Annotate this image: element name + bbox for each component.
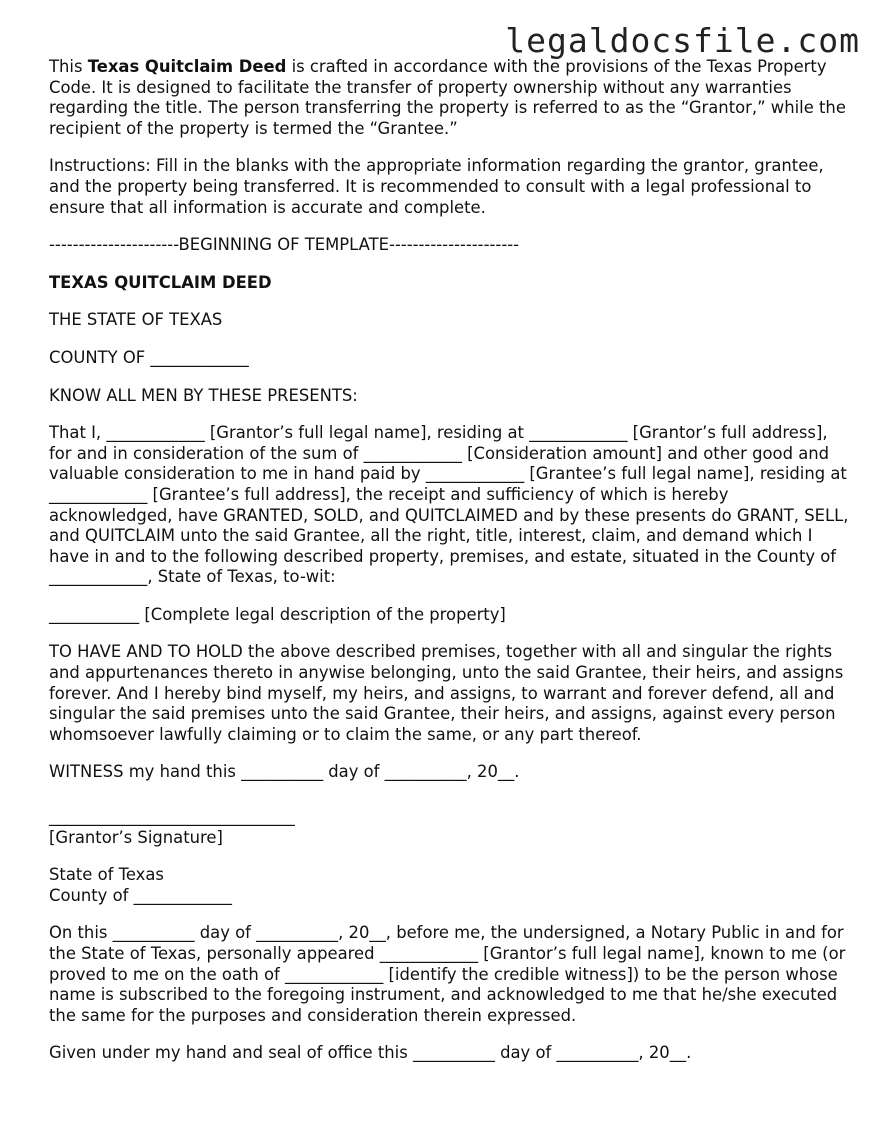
- county-line: COUNTY OF ____________: [49, 347, 249, 367]
- know-all-line: KNOW ALL MEN BY THESE PRESENTS:: [49, 385, 358, 405]
- habendum-clause: TO HAVE AND TO HOLD the above described premises, together with all and singular the rights and appurtenances thereto in anywise belonging, unto the said Grantee, their heirs, and assigns forever. And I hereby bind myself, my heirs, and assigns, to warrant and forever defend, all and singular the said premises unto the said Grantee, their heirs, and assigns, against every person whomsoever lawfully claiming or to claim the same, or any part thereof.: [49, 642, 844, 744]
- notary-body: On this __________ day of __________, 20__, before me, the undersigned, a Notary Public in and for the State of Texas, personally appeared ____________ [Grantor’s full legal name], known to me (or proved to me on the oath of ____________ [identify the credible witness]) to be the person whose name is subscribed to the foregoing instrument, and acknowledged to me that he/she executed the same for the purposes and consideration therein expressed.: [49, 923, 846, 1025]
- intro-paragraph: [49, 57, 849, 139]
- site-watermark: legaldocsfile.com: [505, 21, 860, 60]
- given-under-line: Given under my hand and seal of office this __________ day of __________, 20__.: [49, 1043, 692, 1063]
- notary-venue: [49, 865, 849, 906]
- intro-suffix: is crafted in accordance with the provisions of the Texas Property Code. It is designed to facilitate the transfer of property ownership without any warranties regarding the title. The person transferring the property is referred to as the “Grantor,” while the recipient of the property is termed the “Grantee.”: [49, 57, 846, 138]
- instructions-paragraph: Instructions: Fill in the blanks with the appropriate information regarding the grantor, grantee, and the property being transferred. It is recommended to consult with a legal professional to ensure that all information is accurate and complete.: [49, 156, 824, 217]
- notary-state: State of Texas: [49, 865, 164, 885]
- signature-label: [Grantor’s Signature]: [49, 827, 223, 847]
- notary-county: County of ____________: [49, 885, 232, 905]
- legal-description-line: ___________ [Complete legal description of the property]: [49, 604, 506, 624]
- witness-line: WITNESS my hand this __________ day of __________, 20__.: [49, 762, 520, 782]
- intro-doc-name: Texas Quitclaim Deed: [87, 57, 287, 76]
- template-marker: ----------------------BEGINNING OF TEMPLATE----------------------: [49, 235, 520, 255]
- state-line: THE STATE OF TEXAS: [49, 310, 223, 330]
- signature-line: ______________________________: [49, 807, 295, 827]
- intro-prefix: This: [49, 57, 88, 76]
- deed-title: TEXAS QUITCLAIM DEED: [49, 272, 272, 292]
- grant-clause: That I, ____________ [Grantor’s full legal name], residing at ____________ [Grantor’s full address], for and in consideration of the sum of ____________ [Consideration amount] and other good and valuable consideration to me in hand paid by ____________ [Grantee’s full legal name], residing at ____________ [Grantee’s full address], the receipt and sufficiency of which is hereby acknowledged, have GRANTED, SOLD, and QUITCLAIMED and by these presents do GRANT, SELL, and QUITCLAIM unto the said Grantee, all the right, title, interest, claim, and demand which I have in and to the following described property, premises, and estate, situated in the County of ____________, State of Texas, to-wit:: [49, 423, 849, 587]
- document-body: [49, 57, 849, 1081]
- signature-block: [49, 807, 849, 848]
